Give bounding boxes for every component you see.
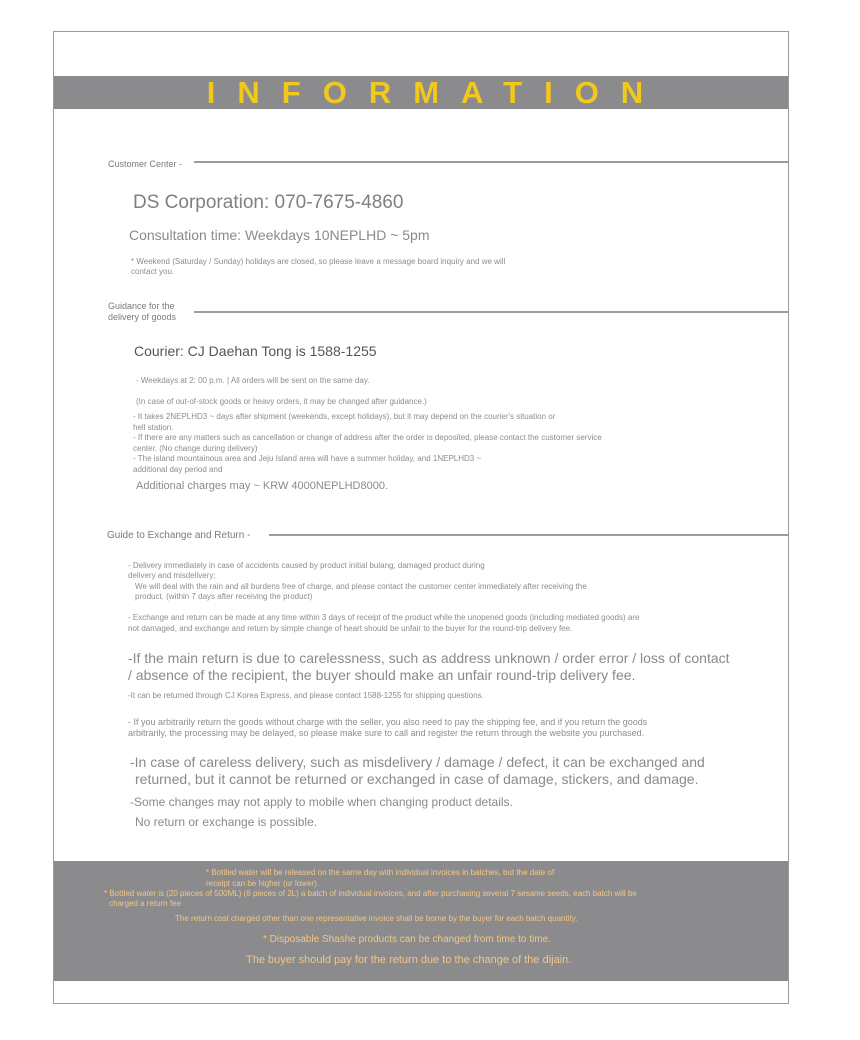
exchange-line-11: arbitrarily, the processing may be delayed, so please make sure to call and register the return through the website you purchased. — [128, 728, 645, 738]
consultation-time: Consultation time: Weekdays 10NEPLHD ~ 5pm — [129, 227, 430, 243]
info-panel — [53, 31, 789, 1004]
shipment-days-line1: - It takes 2NEPLHD3 ~ days after shipment (weekends, except holidays), but it may depend on the courier's situation or — [133, 412, 556, 421]
additional-charges: Additional charges may ~ KRW 4000NEPLHD8000. — [136, 480, 389, 492]
exchange-line-10: - If you arbitrarily return the goods without charge with the seller, you also need to pay the shipping fee, and if you return the goods — [128, 717, 648, 727]
shipment-days-line2: hell station. — [133, 423, 174, 432]
exchange-line-4: product. (within 7 days after receiving the product) — [135, 592, 313, 601]
out-of-stock-note: (In case of out-of-stock goods or heavy orders, it may be changed after guidance.) — [136, 397, 427, 406]
delivery-divider — [194, 311, 789, 313]
exchange-line-1: - Delivery immediately in case of accidents caused by product initial bulang, damaged product during — [128, 561, 485, 570]
exchange-line-9: -It can be returned through CJ Korea Express, and please contact 1588-1255 for shipping questions. — [128, 691, 484, 700]
exchange-line-3: We will deal with the rain and all burdens free of charge, and please contact the customer center immediately after receiving the — [135, 582, 587, 591]
customer-center-label: Customer Center - — [108, 159, 183, 169]
weekend-note-line1: * Weekend (Saturday / Sunday) holidays are closed, so please leave a message board inquiry and we will — [131, 257, 506, 266]
exchange-line-12: -In case of careless delivery, such as misdelivery / damage / defect, it can be exchanged and — [130, 754, 705, 770]
island-area-line2: additional day period and — [133, 465, 223, 474]
courier-info: Courier: CJ Daehan Tong is 1588-1255 — [134, 343, 377, 359]
cancellation-line1: - If there are any matters such as cancellation or change of address after the order is deposited, please contact the customer service — [133, 433, 602, 442]
exchange-return-divider — [269, 534, 789, 536]
footer-notice — [54, 861, 788, 981]
customer-center-divider — [194, 161, 789, 163]
exchange-line-14: -Some changes may not apply to mobile when changing product details. — [130, 795, 513, 809]
exchange-line-7: -If the main return is due to carelessness, such as address unknown / order error / loss of contact — [128, 650, 730, 666]
exchange-return-label: Guide to Exchange and Return - — [107, 530, 251, 541]
footer-line-2: receipt can be higher (or lower). — [206, 879, 319, 888]
exchange-line-6: not damaged, and exchange and return by simple change of heart should be unfair to the buyer for the round-trip delivery fee. — [128, 624, 573, 633]
weekdays-note: - Weekdays at 2: 00 p.m. | All orders will be sent on the same day. — [136, 376, 370, 385]
footer-line-4: charged a return fee — [109, 899, 182, 908]
footer-line-5: The return cost charged other than one representative invoice shall be borne by the buyer for each batch quantity. — [175, 914, 578, 923]
weekend-note-line2: contact you. — [131, 267, 175, 276]
information-banner — [54, 76, 788, 109]
footer-line-3: * Bottled water is (20 pieces of 500ML) (6 pieces of 2L) a batch of individual invoices, and after purchasing several 7 sesame seeds, each batch will be — [104, 889, 637, 898]
footer-line-7: The buyer should pay for the return due to the change of the dijain. — [246, 954, 572, 966]
delivery-label-line1: Guidance for the — [108, 301, 175, 311]
exchange-line-15: No return or exchange is possible. — [135, 815, 318, 829]
delivery-label-line2: delivery of goods — [108, 312, 177, 322]
exchange-line-5: - Exchange and return can be made at any time within 3 days of receipt of the product while the unopened goods (including mediated goods) are — [128, 613, 640, 622]
exchange-line-8: / absence of the recipient, the buyer should make an unfair round-trip delivery fee. — [128, 667, 636, 683]
banner-title: INFORMATION — [206, 75, 666, 110]
footer-line-6: * Disposable Shashe products can be changed from time to time. — [263, 934, 551, 945]
island-area-line1: - The island mountainous area and Jeju Island area will have a summer holiday, and 1NEPLHD3 ~ — [133, 454, 482, 463]
exchange-line-2: delivery and misdelivery; — [128, 571, 216, 580]
exchange-line-13: returned, but it cannot be returned or exchanged in case of damage, stickers, and damage. — [135, 771, 699, 787]
footer-line-1: * Bottled water will be released on the same day with individual invoices in batches, but the date of — [206, 868, 555, 877]
company-phone: DS Corporation: 070-7675-4860 — [133, 192, 404, 213]
cancellation-line2: center. (No change during delivery) — [133, 444, 258, 453]
